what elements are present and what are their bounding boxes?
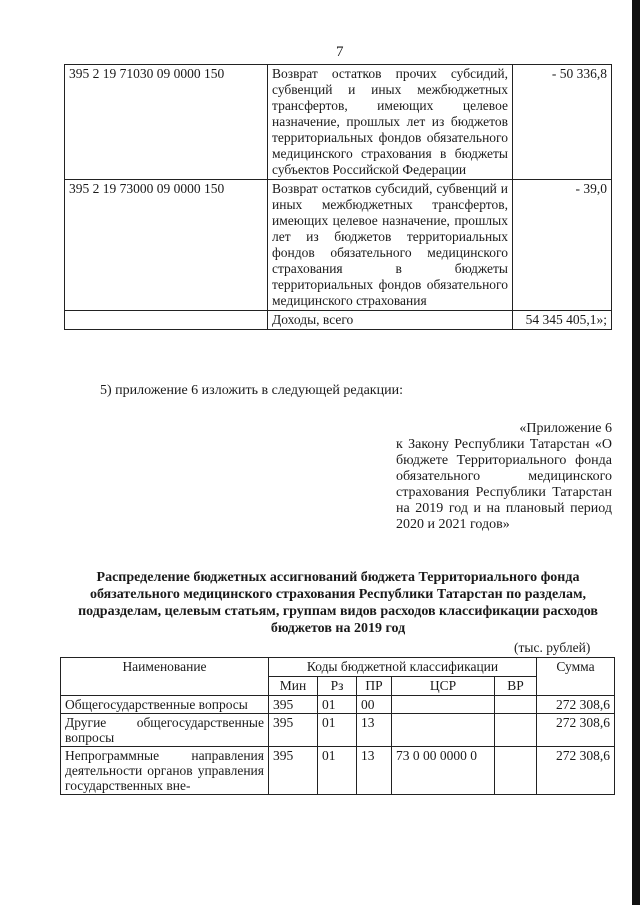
row-vr bbox=[495, 696, 537, 714]
income-description: Возврат остатков прочих субсидий, субвенций и иных межбюджетных трансфертов, имеющих целевое назначение, прошлых лет из бюджетов территориальных фондов обязательного медицинского страхования в бюджеты субъектов Российской Федерации bbox=[268, 65, 513, 180]
col-header-csr: ЦСР bbox=[392, 677, 495, 696]
appendix-note bbox=[396, 421, 612, 533]
budget-code: 395 2 19 71030 09 0000 150 bbox=[65, 65, 268, 180]
budget-code: 395 2 19 73000 09 0000 150 bbox=[65, 180, 268, 311]
scan-edge bbox=[632, 0, 640, 905]
table-row bbox=[65, 65, 612, 180]
table-header-row bbox=[61, 658, 615, 677]
row-sum: 272 308,6 bbox=[537, 714, 615, 747]
page-number: 7 bbox=[336, 44, 344, 60]
row-csr bbox=[392, 714, 495, 747]
col-header-sum: Сумма bbox=[537, 658, 615, 696]
row-sum: 272 308,6 bbox=[537, 747, 615, 795]
col-header-name: Наименование bbox=[61, 658, 269, 696]
row-csr: 73 0 00 0000 0 bbox=[392, 747, 495, 795]
table-row bbox=[65, 180, 612, 311]
col-header-min: Мин bbox=[269, 677, 318, 696]
income-table bbox=[64, 64, 612, 330]
units-label: (тыс. рублей) bbox=[514, 640, 591, 655]
row-pr: 13 bbox=[357, 714, 392, 747]
row-min: 395 bbox=[269, 696, 318, 714]
income-amount: 54 345 405,1»; bbox=[513, 311, 612, 330]
row-min: 395 bbox=[269, 714, 318, 747]
row-vr bbox=[495, 714, 537, 747]
row-vr bbox=[495, 747, 537, 795]
budget-code bbox=[65, 311, 268, 330]
appendix-title: «Приложение 6 bbox=[519, 421, 612, 436]
amendment-intro: 5) приложение 6 изложить в следующей редакции: bbox=[100, 383, 403, 398]
table-row bbox=[61, 696, 615, 714]
table-row bbox=[65, 311, 612, 330]
row-rz: 01 bbox=[318, 696, 357, 714]
income-amount: - 50 336,8 bbox=[513, 65, 612, 180]
row-rz: 01 bbox=[318, 714, 357, 747]
row-name: Другие общегосударственные вопросы bbox=[61, 714, 269, 747]
row-rz: 01 bbox=[318, 747, 357, 795]
table-row bbox=[61, 747, 615, 795]
row-sum: 272 308,6 bbox=[537, 696, 615, 714]
allocation-table bbox=[60, 657, 615, 795]
row-name: Общегосударственные вопросы bbox=[61, 696, 269, 714]
col-header-codes: Коды бюджетной классификации bbox=[269, 658, 537, 677]
row-min: 395 bbox=[269, 747, 318, 795]
income-amount: - 39,0 bbox=[513, 180, 612, 311]
row-name: Непрограммные направления деятельности органов управления государственных вне- bbox=[61, 747, 269, 795]
row-csr bbox=[392, 696, 495, 714]
row-pr: 13 bbox=[357, 747, 392, 795]
income-description: Доходы, всего bbox=[268, 311, 513, 330]
col-header-rz: Рз bbox=[318, 677, 357, 696]
appendix-body: к Закону Республики Татарстан «О бюджете Территориального фонда обязательного медицинского страхования Республики Татарстан на 2019 год и на плановый период 2020 и 2021 годов» bbox=[396, 437, 612, 532]
table-row bbox=[61, 714, 615, 747]
section-heading: Распределение бюджетных ассигнований бюджета Территориального фонда обязательного медицинского страхования Республики Татарстан по разделам, подразделам, целевым статьям, группам видов расходов классификации расходов бюджетов на 2019 год bbox=[78, 570, 598, 636]
col-header-vr: ВР bbox=[495, 677, 537, 696]
income-description: Возврат остатков субсидий, субвенций и иных межбюджетных трансфертов, имеющих целевое назначение, прошлых лет из бюджетов территориальных фондов обязательного медицинского страхования в бюджеты территориальных фондов обязательного медицинского страхования bbox=[268, 180, 513, 311]
row-pr: 00 bbox=[357, 696, 392, 714]
col-header-pr: ПР bbox=[357, 677, 392, 696]
